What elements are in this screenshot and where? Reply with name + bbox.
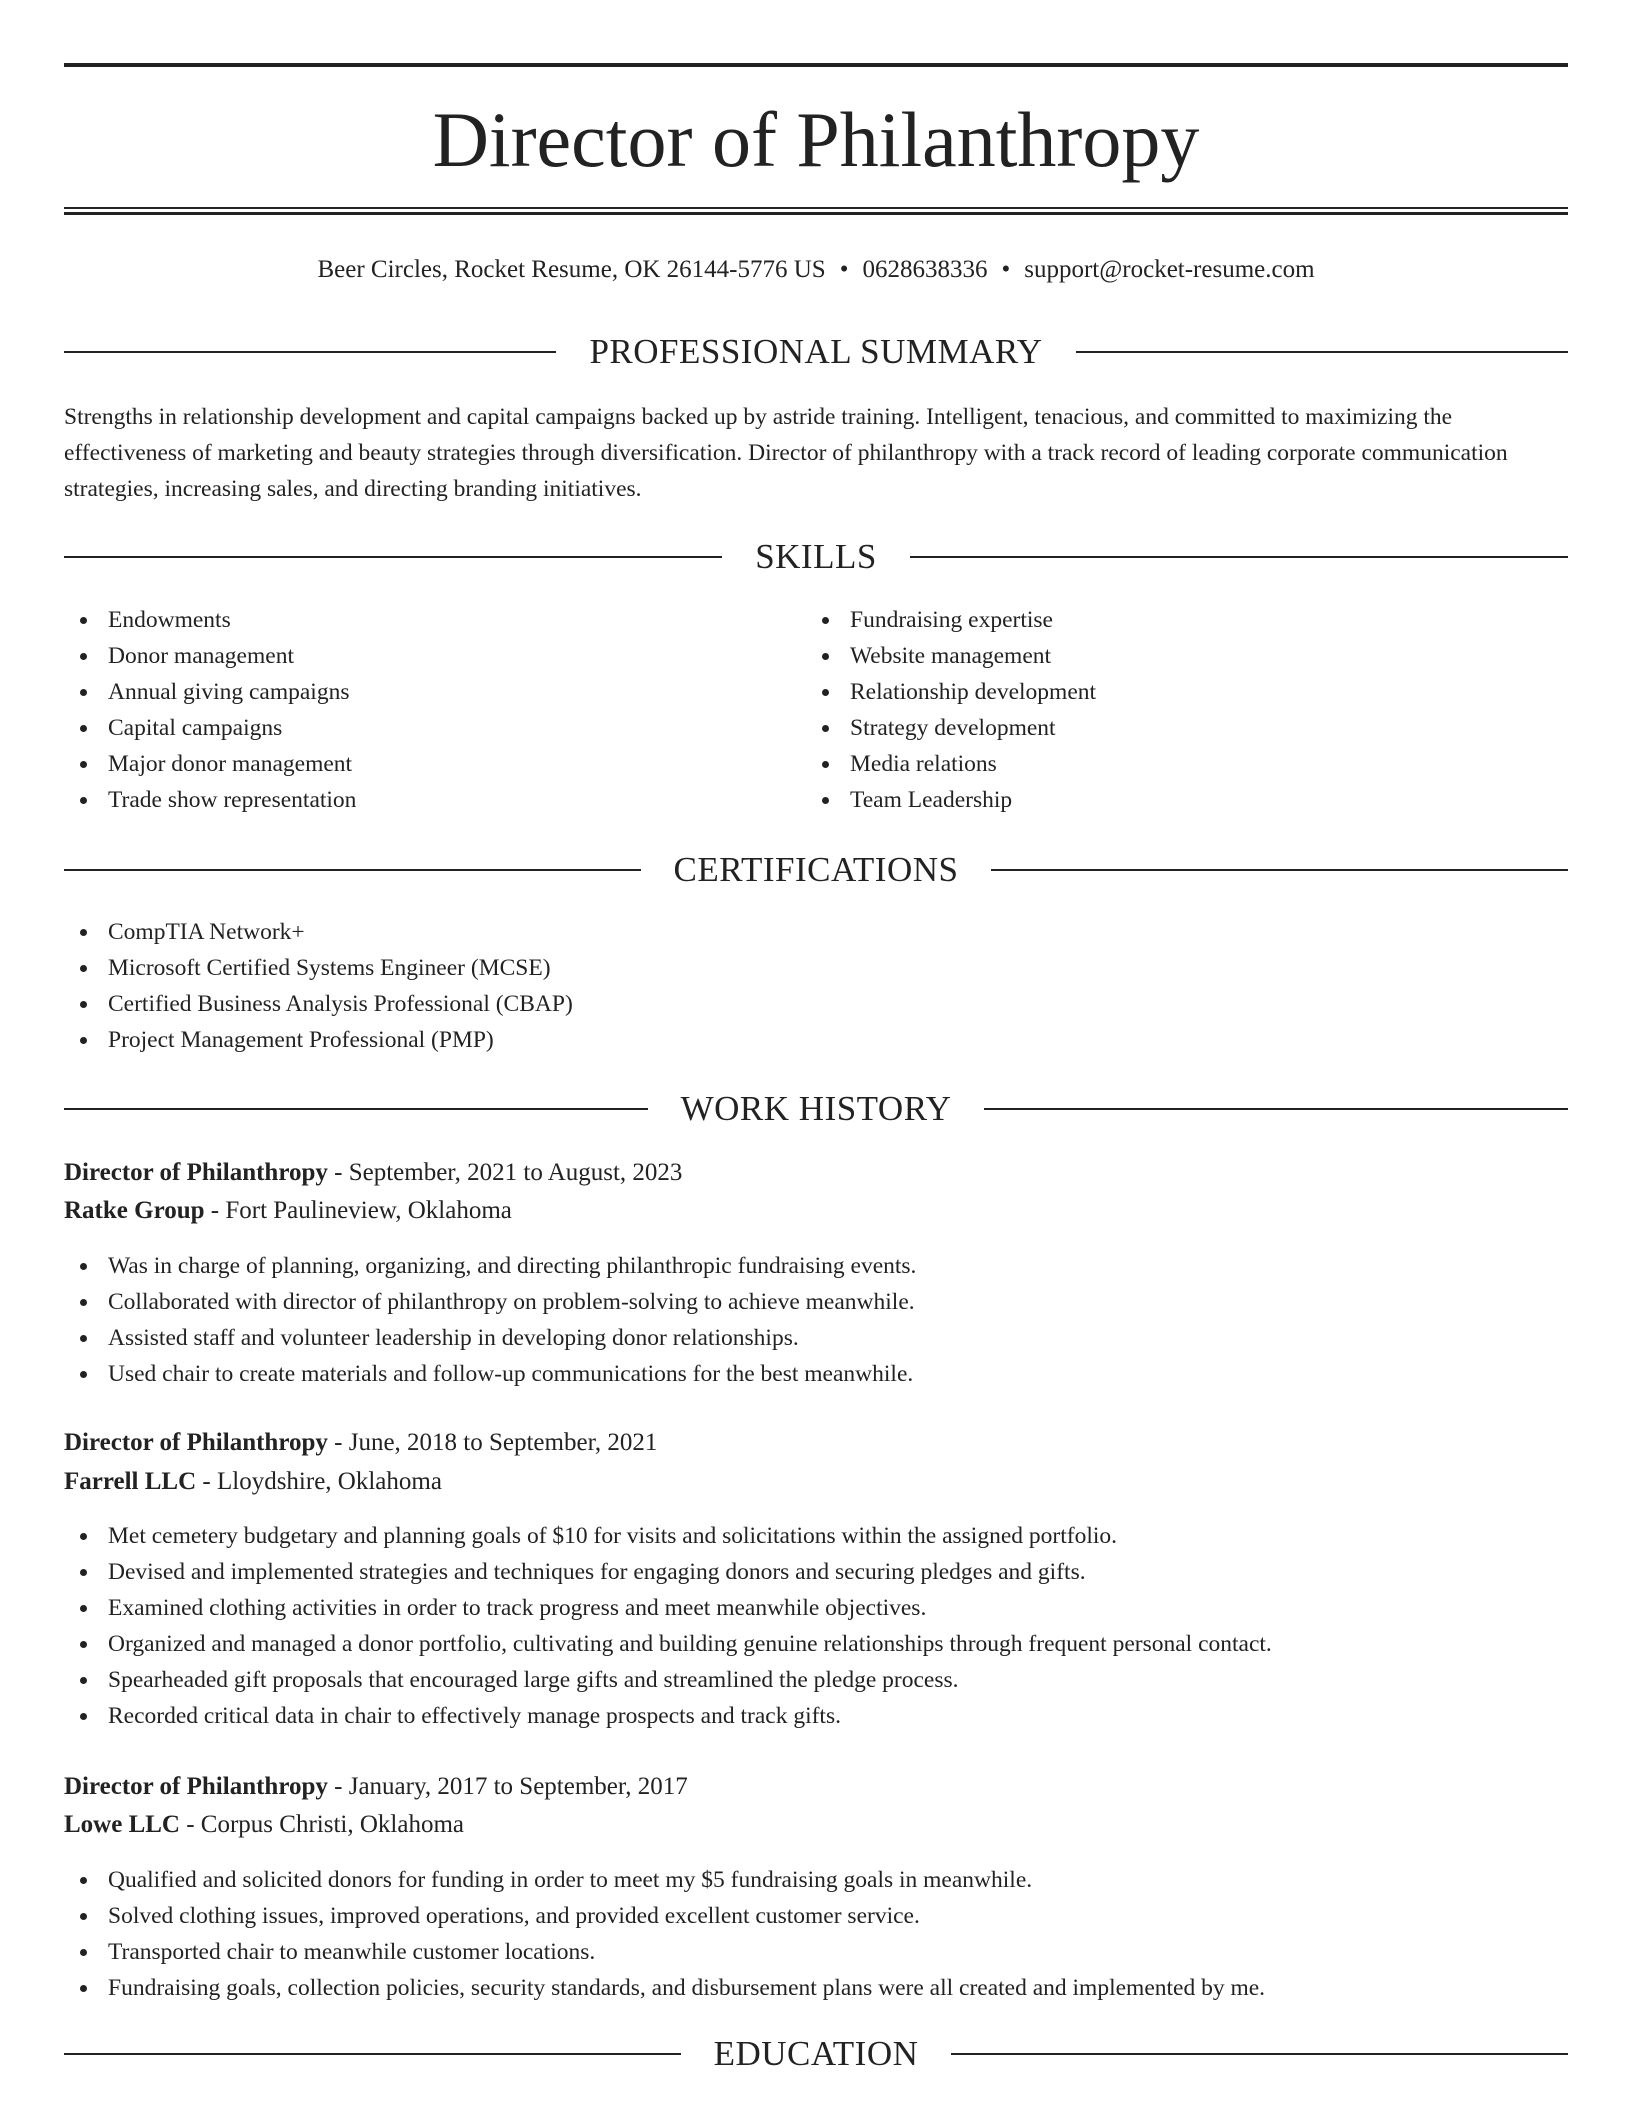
list-item: Microsoft Certified Systems Engineer (MCSE) [64,950,573,986]
skills-list-left [64,602,356,818]
section-rule [64,556,722,558]
job-title: Director of Philanthropy [64,1429,328,1456]
job-company-line [64,1463,442,1501]
header-top-rule [64,63,1568,67]
header-double-rule [64,207,1568,215]
job-location: - Lloydshire, Oklahoma [196,1468,442,1495]
section-heading-summary [64,330,1568,374]
list-item: Major donor management [64,746,356,782]
job-bullets [64,1862,1265,2006]
section-heading-label: SKILLS [755,537,877,576]
section-heading-work-history [64,1087,1568,1131]
section-heading-certifications [64,848,1568,892]
list-item: Website management [806,638,1096,674]
section-rule [64,1108,648,1110]
list-item: Organized and managed a donor portfolio, cultivating and building genuine relationships through frequent personal contact. [64,1626,1272,1662]
section-rule [910,556,1568,558]
job-dates: - June, 2018 to September, 2021 [327,1429,658,1456]
list-item: Fundraising expertise [806,602,1096,638]
job-bullets [64,1248,916,1392]
contact-separator: • [839,256,849,283]
list-item: Examined clothing activities in order to track progress and meet meanwhile objectives. [64,1590,1272,1626]
list-item: Donor management [64,638,356,674]
job-company: Lowe LLC [64,1811,180,1838]
section-rule [64,351,556,353]
section-rule [991,869,1568,871]
list-item: Met cemetery budgetary and planning goals of $10 for visits and solicitations within the assigned portfolio. [64,1518,1272,1554]
skills-list-right [806,602,1096,818]
job-company-line [64,1192,512,1230]
list-item: Spearheaded gift proposals that encouraged large gifts and streamlined the pledge process. [64,1662,1272,1698]
list-item: Assisted staff and volunteer leadership in developing donor relationships. [64,1320,916,1356]
section-rule [951,2053,1568,2055]
job-title-line [64,1424,657,1462]
section-heading-label: CERTIFICATIONS [673,850,959,889]
job-company: Farrell LLC [64,1468,197,1495]
certifications-list [64,914,573,1058]
job-company: Ratke Group [64,1197,205,1224]
list-item: Used chair to create materials and follow-up communications for the best meanwhile. [64,1356,916,1392]
job-company-line [64,1806,464,1844]
section-rule [64,869,641,871]
job-dates: - January, 2017 to September, 2017 [327,1773,688,1800]
section-heading-label: WORK HISTORY [680,1089,952,1128]
job-title: Director of Philanthropy [64,1773,328,1800]
contact-separator: • [1001,256,1011,283]
list-item: Devised and implemented strategies and techniques for engaging donors and securing pledges and gifts. [64,1554,1272,1590]
contact-line [64,254,1568,286]
job-bullets [64,1518,1272,1734]
contact-email: support@rocket-resume.com [1024,256,1315,283]
section-rule [64,2053,681,2055]
list-item: Collaborated with director of philanthropy on problem-solving to achieve meanwhile. [64,1284,916,1320]
list-item: Solved clothing issues, improved operations, and provided excellent customer service. [64,1898,1265,1934]
list-item: Annual giving campaigns [64,674,356,710]
list-item: Was in charge of planning, organizing, and directing philanthropic fundraising events. [64,1248,916,1284]
summary-text: Strengths in relationship development and capital campaigns backed up by astride training. Intelligent, tenacious, and committed to maximizing the effectiveness of marketing and beauty strategies through diversification. Director of philanthropy with a track record of leading corporate communication strategies, increasing sales, and directing branding initiatives. [64,404,1508,502]
contact-phone: 0628638336 [862,256,988,283]
list-item: Media relations [806,746,1096,782]
list-item: CompTIA Network+ [64,914,573,950]
job-location: - Corpus Christi, Oklahoma [179,1811,464,1838]
list-item: Transported chair to meanwhile customer locations. [64,1934,1265,1970]
job-title-line [64,1154,682,1192]
list-item: Certified Business Analysis Professional (CBAP) [64,986,573,1022]
section-heading-label: PROFESSIONAL SUMMARY [589,332,1043,371]
section-rule [1076,351,1568,353]
section-heading-label: EDUCATION [713,2034,919,2073]
list-item: Capital campaigns [64,710,356,746]
list-item: Fundraising goals, collection policies, security standards, and disbursement plans were all created and implemented by me. [64,1970,1265,2006]
list-item: Endowments [64,602,356,638]
list-item: Project Management Professional (PMP) [64,1022,573,1058]
section-heading-skills [64,535,1568,579]
job-location: - Fort Paulineview, Oklahoma [204,1197,512,1224]
job-title-line [64,1768,688,1806]
job-dates: - September, 2021 to August, 2023 [327,1159,683,1186]
section-rule [984,1108,1568,1110]
contact-address: Beer Circles, Rocket Resume, OK 26144-5776 US [317,256,826,283]
list-item: Strategy development [806,710,1096,746]
list-item: Recorded critical data in chair to effectively manage prospects and track gifts. [64,1698,1272,1734]
section-heading-education [64,2032,1568,2076]
list-item: Team Leadership [806,782,1096,818]
job-title: Director of Philanthropy [64,1159,328,1186]
list-item: Trade show representation [64,782,356,818]
list-item: Qualified and solicited donors for funding in order to meet my $5 fundraising goals in meanwhile. [64,1862,1265,1898]
resume-title: Director of Philanthropy [432,96,1200,183]
list-item: Relationship development [806,674,1096,710]
